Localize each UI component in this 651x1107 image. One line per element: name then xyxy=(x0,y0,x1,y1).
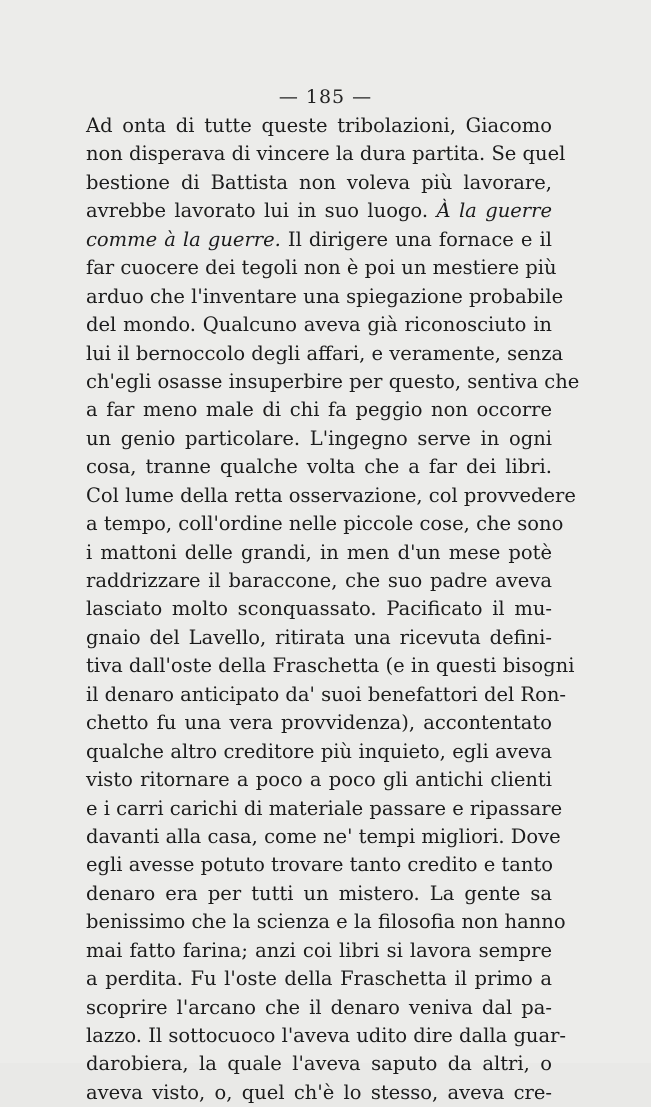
text-line: arduo che l'inventare una spiegazione probabile xyxy=(86,284,564,308)
text-line: far cuocere dei tegoli non è poi un mestiere più xyxy=(86,256,557,280)
text-line xyxy=(86,226,552,254)
text-line: gnaio del Lavello, ritirata una ricevuta defini- xyxy=(86,625,552,649)
text-line: aveva visto, o, quel ch'è lo stesso, aveva cre- xyxy=(86,1080,552,1104)
text-line: scoprire l'arcano che il denaro veniva dal pa- xyxy=(86,995,552,1019)
text-line: egli avesse potuto trovare tanto credito e tanto xyxy=(86,853,554,877)
text-line: del mondo. Qualcuno aveva già riconosciuto in xyxy=(86,313,552,337)
text-line: non disperava di vincere la dura partita. Se quel xyxy=(86,142,566,166)
text-line: qualche altro creditore più inquieto, egli aveva xyxy=(86,739,552,763)
text-line: a far meno male di chi fa peggio non occorre xyxy=(86,398,552,422)
text-line: i mattoni delle grandi, in men d'un mese potè xyxy=(86,540,552,564)
text-line: mai fatto farina; anzi coi libri si lavora sempre xyxy=(86,938,552,962)
text-line: darobiera, la quale l'aveva saputo da altri, o xyxy=(86,1052,552,1076)
text-line: davanti alla casa, come ne' tempi migliori. Dove xyxy=(86,824,561,848)
text-line: un genio particolare. L'ingegno serve in ogni xyxy=(86,426,552,450)
page-number: — 185 — xyxy=(278,86,373,108)
text-line: raddrizzare il baraccone, che suo padre aveva xyxy=(86,569,552,592)
body-text xyxy=(86,112,580,1107)
text-line: lasciato molto sconquassato. Pacificato il mu- xyxy=(86,597,552,621)
text-line: a tempo, coll'ordine nelle piccole cose, che sono xyxy=(86,512,564,536)
text-line: a perdita. Fu l'oste della Fraschetta il primo a xyxy=(86,967,552,991)
text-line: cosa, tranne qualche volta che a far dei libri. xyxy=(86,455,552,479)
italic-phrase: comme à la guerre. xyxy=(86,227,281,251)
text-line: tiva dall'oste della Fraschetta (e in questi bisogni xyxy=(86,654,575,678)
text-line: il denaro anticipato da' suoi benefattori del Ron- xyxy=(86,682,567,706)
text-line: visto ritornare a poco a poco gli antichi clienti xyxy=(86,768,552,792)
text-line: lui il bernoccolo degli affari, e veramente, senza xyxy=(86,341,564,365)
text-line: bestione di Battista non voleva più lavorare, xyxy=(86,170,552,194)
text-line-part: Il dirigere una fornace e il xyxy=(280,227,552,251)
text-line xyxy=(86,197,552,225)
text-line: chetto fu una vera provvidenza), accontentato xyxy=(86,711,552,735)
text-line: ch'egli osasse insuperbire per questo, sentiva che xyxy=(86,369,580,393)
text-line: e i carri carichi di materiale passare e ripassare xyxy=(86,796,563,820)
italic-phrase: À la guerre xyxy=(436,199,552,223)
text-line: Col lume della retta osservazione, col provvedere xyxy=(86,483,576,507)
text-line: Ad onta di tutte queste tribolazioni, Giacomo xyxy=(86,114,552,137)
text-line: benissimo che la scienza e la filosofia non hanno xyxy=(86,910,566,934)
text-line: lazzo. Il sottocuoco l'aveva udito dire dalla guar- xyxy=(86,1024,567,1047)
text-line: denaro era per tutti un mistero. La gente sa xyxy=(86,881,552,905)
text-line-part: avrebbe lavorato lui in suo luogo. xyxy=(86,199,437,223)
